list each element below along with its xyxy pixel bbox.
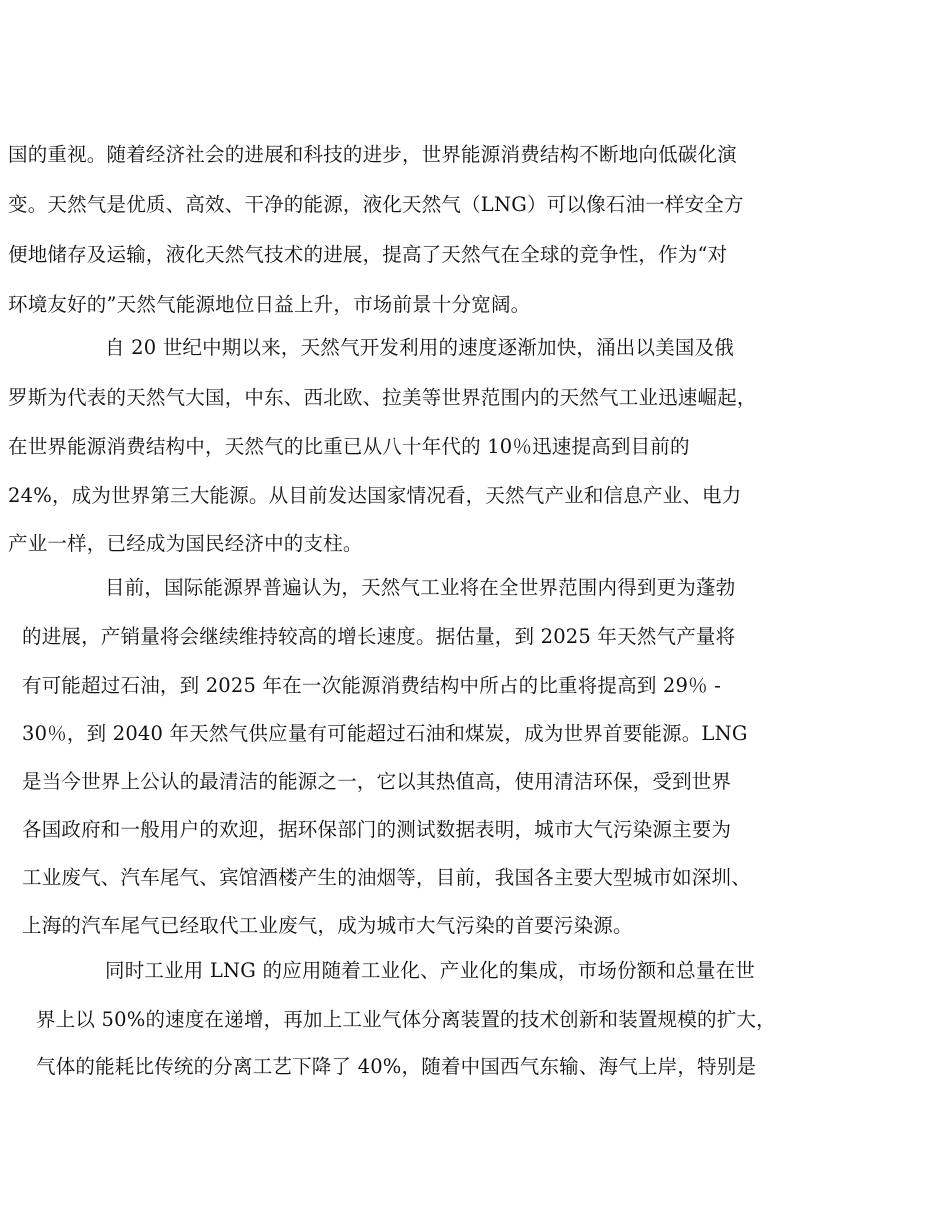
text-line: 目前，国际能源界普遍认为，天然气工业将在全世界范围内得到更为蓬勃 xyxy=(105,576,736,599)
text-line: 罗斯为代表的天然气大国，中东、西北欧、拉美等世界范围内的天然气工业迅速崛起， xyxy=(8,386,757,409)
text-line: 是当今世界上公认的最清洁的能源之一，它以其热值高，使用清洁环保，受到世界 xyxy=(22,770,732,793)
text-line: 气体的能耗比传统的分离工艺下降了 40%，随着中国西气东输、海气上岸，特别是 xyxy=(36,1055,757,1078)
text-line: 产业一样，已经成为国民经济中的支柱。 xyxy=(8,532,363,555)
text-line: 在世界能源消费结构中，天然气的比重已从八十年代的 10％迅速提高到目前的 xyxy=(8,435,690,458)
text-line: 24%，成为世界第三大能源。从目前发达国家情况看，天然气产业和信息产业、电力 xyxy=(8,484,742,507)
text-line: 工业废气、汽车尾气、宾馆酒楼产生的油烟等，目前，我国各主要大型城市如深圳、 xyxy=(22,866,751,889)
text-line: 同时工业用 LNG 的应用随着工业化、产业化的集成，市场份额和总量在世 xyxy=(105,959,755,982)
text-line: 界上以 50%的速度在递增，再加上工业气体分离装置的技术创新和装置规模的扩大， xyxy=(36,1008,776,1031)
text-line: 有可能超过石油，到 2025 年在一次能源消费结构中所占的比重将提高到 29％ - xyxy=(22,674,722,697)
text-line: 国的重视。随着经济社会的进展和科技的进步，世界能源消费结构不断地向低碳化演 xyxy=(8,143,737,166)
text-line: 30％，到 2040 年天然气供应量有可能超过石油和煤炭，成为世界首要能源。LNG xyxy=(22,722,748,745)
text-line: 环境友好的”天然气能源地位日益上升，市场前景十分宽阔。 xyxy=(8,293,531,316)
text-line: 便地储存及运输，液化天然气技术的进展，提高了天然气在全球的竞争性，作为“对 xyxy=(8,243,728,266)
text-line: 变。天然气是优质、高效、干净的能源，液化天然气（LNG）可以像石油一样安全方 xyxy=(8,193,744,216)
text-line: 自 20 世纪中期以来，天然气开发利用的速度逐渐加快，涌出以美国及俄 xyxy=(105,336,735,359)
text-line: 上海的汽车尾气已经取代工业废气，成为城市大气污染的首要污染源。 xyxy=(22,914,633,937)
text-line: 各国政府和一般用户的欢迎，据环保部门的测试数据表明，城市大气污染源主要为 xyxy=(22,818,732,841)
text-line: 的进展，产销量将会继续维持较高的增长速度。据估量，到 2025 年天然气产量将 xyxy=(22,625,736,648)
